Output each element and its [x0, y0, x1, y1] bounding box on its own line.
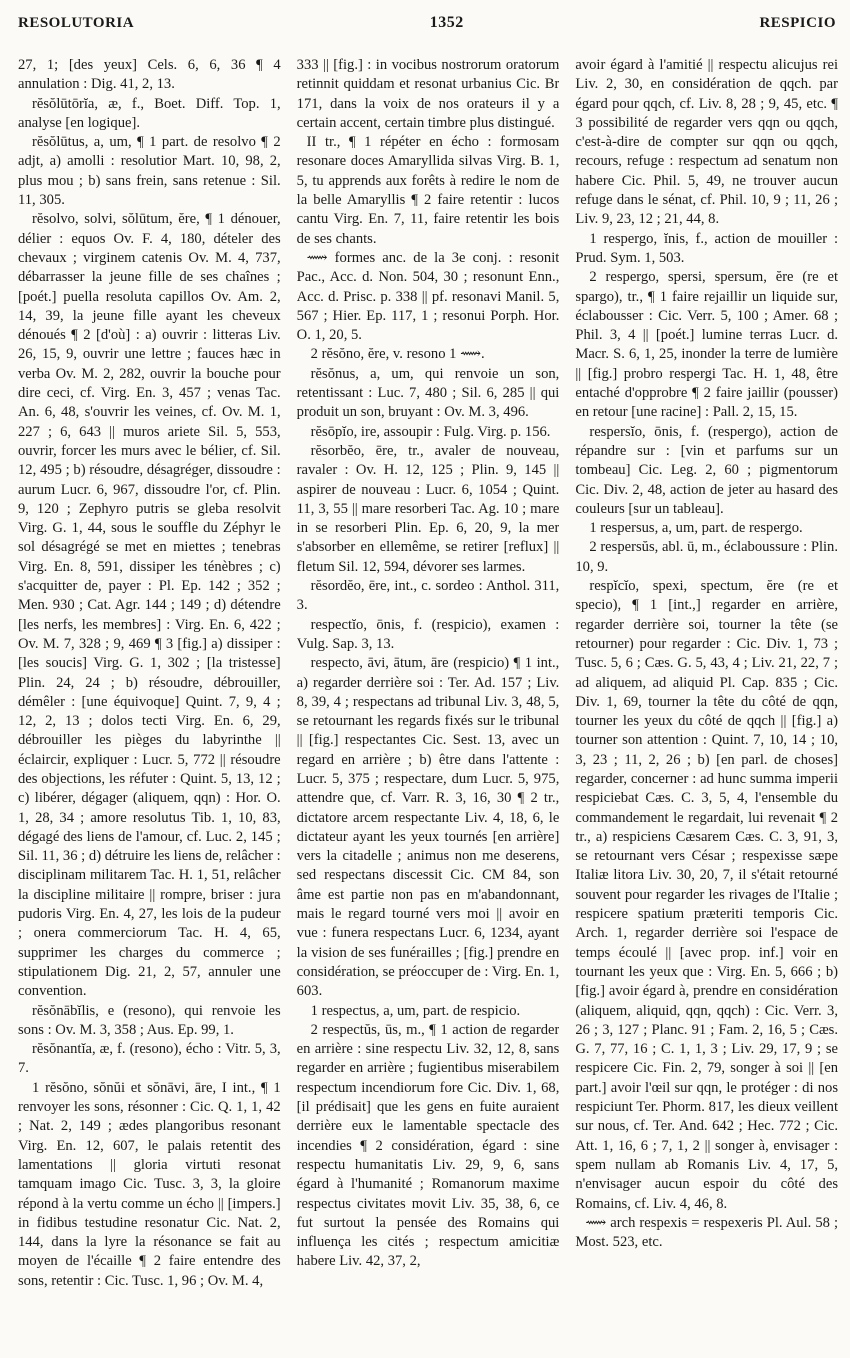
- column-3: [575, 56, 838, 1350]
- dictionary-entry: respectĭo, ōnis, f. (respicio), examen : Vulg. Sap. 3, 13.: [296, 616, 560, 652]
- dictionary-entry: rĕsorbĕo, ēre, tr., avaler de nouveau, ravaler : Ov. H. 12, 125 ; Plin. 9, 145 || aspirer de nouveau : Lucr. 6, 1054 ; Quint. 11, 3, 55 || mare resorberi Tac. Ag. 10 ; mare in se resorberi Plin. Ep. 6, 20, 9, la mer s'absorber en ellemême, se retirer [reflux] || fletum Sil. 12, 594, dévorer ses larmes.: [296, 442, 560, 575]
- dictionary-entry: rĕsŏnābĭlis, e (resono), qui renvoie les sons : Ov. M. 3, 358 ; Aus. Ep. 99, 1.: [18, 1002, 281, 1038]
- dictionary-entry: rĕsordĕo, ēre, int., c. sordeo : Anthol. 311, 3.: [296, 578, 560, 614]
- text-columns: [18, 56, 838, 1350]
- page-number: 1352: [429, 14, 464, 31]
- dictionary-entry: 1 respergo, ĭnis, f., action de mouiller : Prud. Sym. 1, 503.: [575, 230, 839, 266]
- dictionary-entry: respecto, āvi, ātum, āre (respicio) ¶ 1 int., a) regarder derrière soi : Ter. Ad. 157 ; Liv. 8, 39, 4 ; respectans ad tribunal Liv. 3, 48, 5, se retournant les regards fixés sur le tribunal || [fig.] respectantes Cic. Sest. 13, avec un regard en arrière ; b) être dans l'attente : Lucr. 5, 375 ; respectare, dum Lucr. 5, 975, attendre que, cf. Varr. R. 3, 16, 30 ¶ 2 tr., dictatore arcem respectante Liv. 4, 18, 6, le dictateur ayant les yeux tournés [en arrière] vers la citadelle ; animus non me deserens, sed respectans discessit Cic. CM 84, son âme est partie non pas en m'abandonnant, mais le regard tourné vers moi || avoir en vue : funera respectans Lucr. 6, 1234, ayant la vision de ses funérailles ; [fig.] prendre en considération, se préoccuper de : Virg. En. 1, 603.: [296, 655, 560, 1000]
- header-left-guide-word: RESOLUTORIA: [18, 15, 135, 31]
- dictionary-entry: 2 respersŭs, abl. ū, m., éclaboussure : Plin. 10, 9.: [575, 539, 839, 575]
- dictionary-entry: respersĭo, ōnis, f. (respergo), action de répandre sur : [vin et parfums sur un tombeau] Cic. Leg. 2, 60 ; pigmentorum Cic. Div. 2, 48, action de jeter au hasard des couleurs [sur un tableau].: [575, 423, 839, 517]
- dictionary-entry: rĕsolvo, solvi, sŏlūtum, ĕre, ¶ 1 dénouer, délier : equos Ov. F. 4, 180, dételer des chevaux ; virginem catenis Ov. M. 4, 737, débarrasser la jeune fille de ses chaînes ; [poét.] puella resoluta capillos Ov. Am. 2, 14, 39, la jeune fille ayant les cheveux dénoués ¶ 2 [d'où] : a) ouvrir : litteras Liv. 26, 15, 9, ouvrir une lettre ; fauces hæc in verba Ov. M. 2, 282, ouvrir la bouche pour dire ceci, cf. Virg. En. 3, 457 ; venas Tac. An. 6, 48, s'ouvrir les veines, cf. Ov. M. 1, 227 ; 6, 643 || muros ariete Sil. 5, 553, ouvrir, forcer les murs avec le bélier, cf. Sil. 12, 495 ; b) résoudre, désagréger, dissoudre : aurum Lucr. 6, 967, dissoudre l'or, cf. Plin. 9, 120 ; Zephyro putris se gleba resolvit Virg. G. 1, 44, sous le souffle du Zéphyr le sol désagrégé se met en miettes ; tenebras Virg. En. 8, 591, dissiper les ténèbres ; c) s'acquitter de, payer : Pl. Ep. 142 ; 352 ; Men. 930 ; Cat. Agr. 144 ; 149 ; d) détendre [les nerfs, les membres] : Virg. En. 6, 422 ; Ov. M. 7, 328 ; 9, 469 ¶ 3 [fig.] a) dissiper : [les soucis] Virg. G. 1, 302 ; [la tristesse] Plin. 24, 24 ; b) résoudre, débrouiller, démêler : [une équivoque] Quint. 7, 9, 4 ; 12, 2, 13 ; dolos tecti Virg. En. 6, 29, débrouiller les pièges du labyrinthe || éclaircir, expliquer : Lucr. 5, 772 || résoudre des objections, les réfuter : Quint. 5, 13, 12 ; c) libérer, dégager (aliquem, qqn) : Hor. O. 1, 28, 34 ; amore resolutus Tib. 1, 10, 83, dégagé des liens de l'amour, cf. Luc. 2, 145 ; Sil. 11, 36 ; d) détruire les liens de, relâcher : disciplinam militarem Tac. H. 1, 51, relâcher la discipline militaire || rompre, briser : jura pudoris Virg. En. 4, 27, les lois de la pudeur ; onera commerciorum Tac. H. 4, 65, supprimer les charges du commerce ; stipulationem Dig. 21, 2, 57, annuler une convention.: [18, 211, 281, 1000]
- dictionary-entry: II tr., ¶ 1 répéter en écho : formosam resonare doces Amaryllida silvas Virg. B. 1, 5, tu apprends aux forêts à redire le nom de la belle Amaryllis ¶ 2 faire retentir : lucos cantu Virg. En. 7, 11, faire retentir les bois de ses chants.: [296, 134, 560, 247]
- dictionary-entry: 333 || [fig.] : in vocibus nostrorum oratorum retinnit quiddam et resonat urbanius Cic. Br 171, dans la voix de nos orateurs il y a certain accent, certain timbre plus distingué.: [296, 57, 560, 131]
- dictionary-entry: ⟿ arch respexis = respexeris Pl. Aul. 58 ; Most. 523, etc.: [575, 1214, 839, 1251]
- header-right-guide-word: RESPICIO: [759, 15, 836, 31]
- dictionary-entry: 2 respectŭs, ūs, m., ¶ 1 action de regarder en arrière : sine respectu Liv. 32, 12, 8, sans regarder en arrière ; fugientibus miserabilem respectum incendiorum fore Cic. Div. 1, 68, [il prédisait] que les gens en fuite auraient derrière eux le lamentable spectacle des incendies ¶ 2 considération, égard : sine respectu humanitatis Liv. 29, 9, 6, sans égard à l'humanité ; Romanorum maxime respectus civitates movit Liv. 35, 38, 6, ce fut surtout la pensée des Romains qui influença les cités ; respectum amicitiæ habere Liv. 42, 37, 2,: [296, 1021, 560, 1270]
- dictionary-entry: 1 respersus, a, um, part. de respergo.: [589, 520, 803, 537]
- dictionary-entry: rĕsŏlūtōrĭa, æ, f., Boet. Diff. Top. 1, analyse [en logique].: [18, 95, 281, 131]
- dictionary-entry: 1 rĕsŏno, sŏnŭi et sŏnāvi, āre, I int., ¶ 1 renvoyer les sons, résonner : Cic. Q. 1, 1, 42 ; Nat. 2, 149 ; ædes plangoribus resonant Virg. En. 12, 607, le palais retentit des lamentations || gloria virtuti resonat tamquam imago Cic. Tusc. 3, 3, la gloire répond à la vertu comme un écho || [impers.] in fidibus testudine resonatur Cic. Nat. 2, 144, dans la lyre la résonance se fait au moyen de l'écaille ¶ 2 faire entendre des sons, retentir : Cic. Tusc. 1, 96 ; Ov. M. 4,: [18, 1079, 281, 1289]
- running-header: [18, 14, 836, 44]
- dictionary-entry: avoir égard à l'amitié || respectu alicujus rei Liv. 2, 30, en considération de qqch. par égard pour qqch, cf. Liv. 8, 28 ; 9, 45, etc. ¶ 3 possibilité de regarder vers qqn ou qqch, c'est-à-dire de compter sur qqn ou qqch, recours, refuge : respectum ad senatum non habere Cic. Phil. 5, 49, ne trouver aucun refuge dans le sénat, cf. Phil. 10, 9 ; 11, 26 ; Liv. 9, 23, 12 ; 21, 44, 8.: [575, 57, 839, 228]
- dictionary-entry: rĕsŏnantĭa, æ, f. (resono), écho : Vitr. 5, 3, 7.: [18, 1041, 281, 1077]
- dictionary-entry: rĕsŏlūtus, a, um, ¶ 1 part. de resolvo ¶ 2 adjt, a) amolli : resolutior Mart. 10, 98, 2, plus mou ; b) sans frein, sans retenue : Sil. 11, 305.: [18, 134, 281, 209]
- column-1: [18, 56, 281, 1350]
- column-2: [297, 56, 560, 1350]
- dictionary-entry: rĕsōpĭo, ire, assoupir : Fulg. Virg. p. 156.: [310, 423, 551, 440]
- dictionary-entry: 2 respergo, spersi, spersum, ĕre (re et spargo), tr., ¶ 1 faire rejaillir un liquide sur, éclabousser : Cic. Verr. 5, 100 ; Amer. 68 ; Phil. 3, 4 || [poét.] lumine terras Lucr. d. Macr. S. 6, 1, 25, inonder la terre de lumière || [fig.] probro respergi Tac. H. 1, 48, être entaché d'opprobre ¶ 2 faire jaillir (pousser) en retour [une racine] : Pall. 2, 15, 15.: [575, 269, 839, 421]
- dictionary-entry: 1 respectus, a, um, part. de respicio.: [310, 1002, 521, 1019]
- dictionary-entry: respĭcĭo, spexi, spectum, ĕre (re et specio), ¶ 1 [int.,] regarder en arrière, regarder derrière soi, tourner la tête (se retourner) pour regarder : Cic. Div. 1, 73 ; Tusc. 5, 6 ; Cæs. G. 5, 43, 4 ; Liv. 21, 22, 7 ; ad aliquem, ad aliquid Pl. Cap. 835 ; Cic. Div. 1, 69, tourner la tête du côté de qqn, tourner les yeux du côté de qqch || [fig.] a) tourner son attention : Quint. 7, 10, 14 ; 10, 3, 23 ; 11, 2, 26 ; b) [en parl. de choses] regarder, concerner : ad hunc summa imperii respiciebat Cæs. C. 3, 5, 4, l'ensemble du commandement le regardait, lui revenait ¶ 2 tr., a) respiciens Cæsarem Cæs. C. 3, 91, 3, se retournant vers César ; respexisse sæpe Italiæ litora Liv. 30, 20, 7, il s'était retourné souvent pour regarder les rivages de l'Italie ; respicere spatium præteriti temporis Cic. Arch. 1, regarder derrière soi l'espace de temps écoulé || [avec prop. inf.] voir en tournant les yeux que : Virg. En. 5, 666 ; b) [fig.] avoir égard à, prendre en considération (aliquem, aliquid, qqn, qqch) : Cic. Verr. 3, 26 ; 3, 127 ; Planc. 91 ; Fam. 2, 16, 5 ; Cæs. G. 7, 77, 16 ; C. 1, 1, 3 ; Liv. 29, 17, 9 ; se respicere Cic. Fin. 2, 79, songer à soi || [en part.] avoir l'œil sur qqn, le protéger : di nos respiciunt Ter. Phorm. 817, les dieux veillent sur nous, cf. Ter. And. 642 ; Hec. 772 ; Cic. Att. 1, 16, 6 ; 7, 1, 2 || songer à, envisager : spem nullam ab Romanis Liv. 4, 17, 5, n'envisager aucun espoir du côté des Romains, cf. Liv. 4, 46, 8.: [575, 578, 839, 1212]
- dictionary-entry: ⟿ formes anc. de la 3e conj. : resonit Pac., Acc. d. Non. 504, 30 ; resonunt Enn., Acc. d. Prisc. p. 338 || pf. resonavi Manil. 5, 567 ; Hier. Ep. 117, 1 ; resonui Porph. Hor. O. 1, 20, 5.: [296, 249, 560, 344]
- dictionary-entry: 27, 1; [des yeux] Cels. 6, 6, 36 ¶ 4 annulation : Dig. 41, 2, 13.: [18, 57, 281, 93]
- dictionary-entry: rĕsŏnus, a, um, qui renvoie un son, retentissant : Luc. 7, 480 ; Sil. 6, 285 || qui produit un son, bruyant : Ov. M. 3, 496.: [296, 365, 560, 421]
- dictionary-entry: 2 rĕsŏno, ĕre, v. resono 1 ⟿.: [310, 346, 485, 363]
